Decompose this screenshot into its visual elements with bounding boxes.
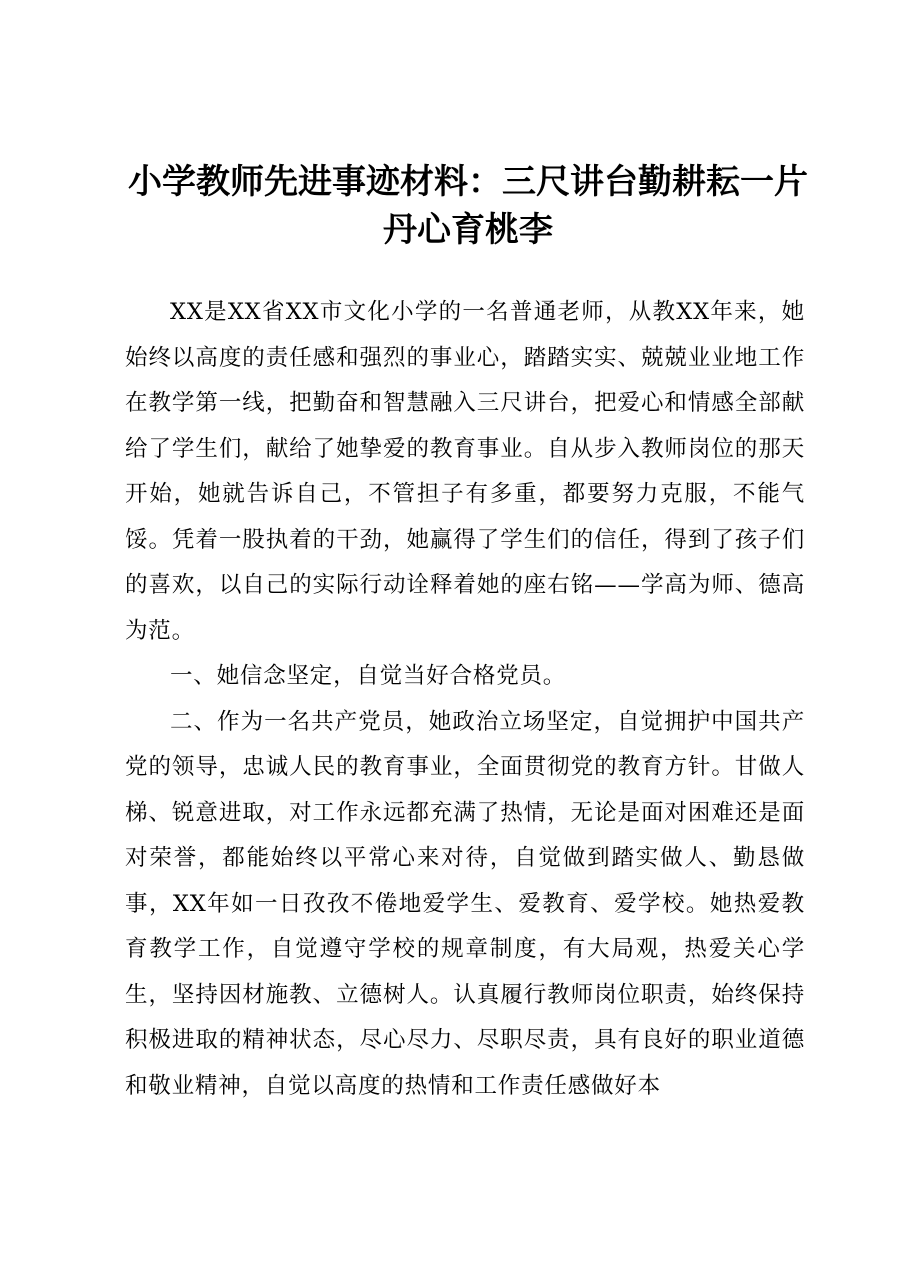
paragraph-section-one: 一、她信念坚定，自觉当好合格党员。	[170, 663, 567, 689]
paragraph-section-two: 二、作为一名共产党员，她政治立场坚定，自觉拥护中国共产党的领导，忠诚人民的教育事业，全面贯彻党的教育方针。甘做人梯、锐意进取，对工作永远都充满了热情，无论是面对困难还是面对荣誉，都能始终以平常心来对待，自觉做到踏实做人、勤恳做事，XX年如一日孜孜不倦地爱学生、爱教育、爱学校。她热爱教育教学工作，自觉遵守学校的规章制度，有大局观，热爱关心学生，坚持因材施教、立德树人。认真履行教师岗位职责，始终保持积极进取的精神状态，尽心尽力、尽职尽责，具有良好的职业道德和敬业精神，自觉以高度的热情和工作责任感做好本	[125, 708, 805, 1099]
document-body	[125, 290, 805, 1109]
paragraph-intro: XX是XX省XX市文化小学的一名普通老师，从教XX年来，她始终以高度的责任感和强烈的事业心，踏踏实实、兢兢业业地工作在教学第一线，把勤奋和智慧融入三尺讲台，把爱心和情感全部献给了学生们，献给了她挚爱的教育事业。自从步入教师岗位的那天开始，她就告诉自己，不管担子有多重，都要努力克服，不能气馁。凭着一股执着的干劲，她赢得了学生们的信任，得到了孩子们的喜欢，以自己的实际行动诠释着她的座右铭——学高为师、德高为范。	[125, 299, 805, 644]
document-title: 小学教师先进事迹材料：三尺讲台勤耕耘一片丹心育桃李	[128, 162, 808, 250]
